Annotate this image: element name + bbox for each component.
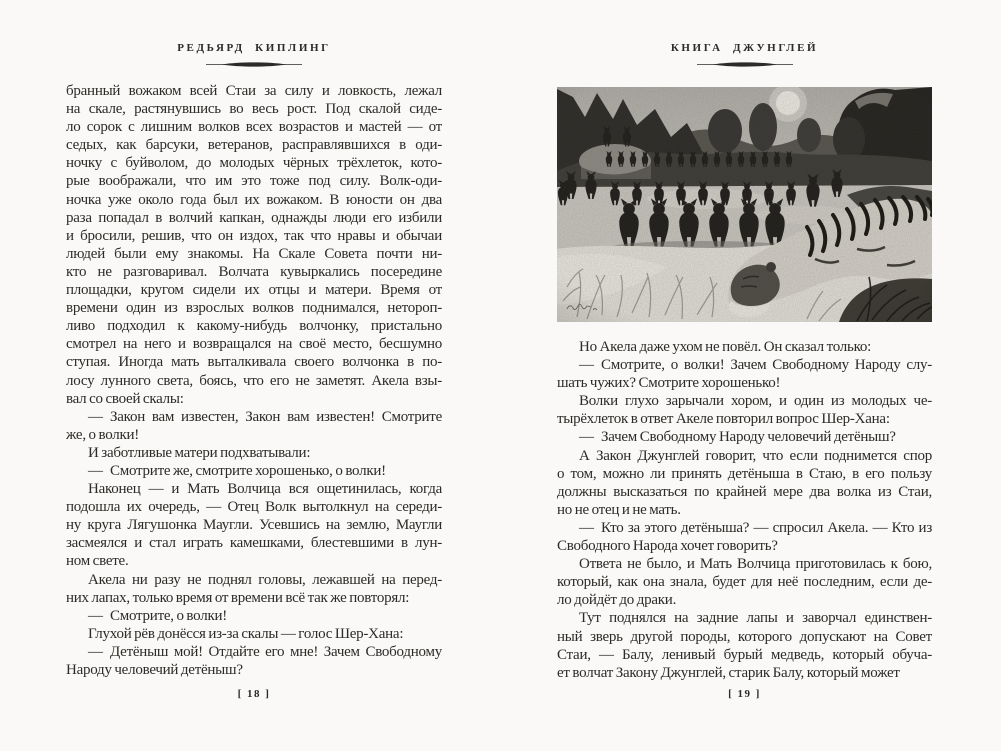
text-line: раза попадал в волчий капкан, однажды люди его избили — [66, 209, 442, 226]
text-line: И заботливые матери подхватывали: — [88, 444, 311, 461]
paragraph — [557, 392, 932, 428]
text-line: ло сорок с лишним волков всех возрастов и мастей — от — [66, 119, 442, 136]
text-line: Тут поднялся на задние лапы и заворчал единствен- — [579, 610, 932, 627]
text-line: ло дойдёт до драки. — [557, 592, 677, 609]
text-line: Наконец — и Мать Волчица вся ощетинилась, когда — [88, 481, 442, 498]
paragraph — [557, 447, 932, 519]
paragraph — [557, 428, 932, 446]
text-line: площадки, кругом сидели их отцы и матери. Время от — [66, 282, 442, 299]
text-line: ночку с буйволом, до молодых чёрных трёхлеток, кото- — [66, 155, 442, 172]
text-line: А Закон Джунглей говорит, что если поднимется спор — [579, 447, 932, 464]
text-line: Глухой рёв донёсся из-за скалы — голос Шер-Хана: — [88, 625, 404, 642]
text-line: ливо подходил к какому-нибудь волчонку, пристально — [66, 318, 442, 335]
illustration-plate — [557, 87, 932, 322]
text-line: — Смотрите, о волки! — [88, 607, 228, 624]
text-line: ном свете. — [66, 553, 129, 570]
text-line: Стаи, — Балу, ленивый бурый медведь, который обуча- — [557, 646, 932, 663]
text-line: Народу человечий детёныш? — [66, 662, 243, 678]
text-line: Но Акела даже ухом не повёл. Он сказал только: — [579, 339, 872, 355]
paragraph — [557, 356, 932, 392]
text-line: Свободного Народа хочет говорить? — [557, 538, 778, 555]
text-line: вал со своей скалы: — [66, 390, 184, 407]
paragraph — [66, 462, 442, 480]
text-line: ный зверь другой породы, которого допускают на Совет — [557, 628, 932, 645]
text-line: Волки глухо зарычали хором, и один из молодых че- — [579, 393, 932, 410]
paragraph — [66, 480, 442, 570]
text-line: Ответа не было, и Мать Волчица приготовилась к бою, — [579, 556, 932, 573]
text-line: на скале, растянувшись во весь рост. Под скалой сиде- — [66, 101, 442, 118]
left-page-number: [ 18 ] — [237, 688, 271, 700]
text-line: — Смотрите же, смотрите хорошенько, о волки! — [88, 462, 386, 479]
paragraph — [66, 82, 442, 408]
text-line: ступая. Иногда мать выталкивала своего волчонка в по- — [66, 354, 442, 371]
header-rule-ornament — [206, 61, 302, 68]
text-line: — Закон вам известен, Закон вам известен! Смотрите — [88, 408, 442, 425]
paragraph — [66, 571, 442, 607]
left-running-header — [66, 42, 442, 68]
text-line: рые воображали, что им это тоже под силу. Волк-оди- — [66, 173, 442, 190]
left-page — [66, 0, 442, 751]
text-line: времени один из взрослых волков поднимался, нетороп- — [66, 300, 442, 317]
text-line: — Кто за этого детёныша? — спросил Акела. — Кто из — [579, 519, 932, 536]
text-line: людей были ему знакомы. На Скале Совета почти ни- — [66, 245, 442, 262]
text-line: же, о волки! — [66, 426, 140, 443]
right-page-number: [ 19 ] — [728, 688, 761, 700]
text-line: ночка уже около года был их вожаком. В юности он два — [66, 191, 442, 208]
text-line: ет волчат Закону Джунглей, старик Балу, который может — [557, 664, 900, 681]
text-line: но не отец и не мать. — [557, 501, 681, 518]
paragraph — [66, 607, 442, 625]
text-line: Акела ни разу не поднял головы, лежавшей на перед- — [88, 571, 442, 588]
illustration-wolf-council — [557, 87, 932, 322]
text-line: ну круга Лягушонка Маугли. Усевшись на землю, Маугли — [66, 517, 442, 534]
left-page-text — [66, 82, 442, 679]
paragraph — [66, 643, 442, 679]
text-line: кто не разговаривал. Волчата кувыркались посередине — [66, 263, 442, 280]
text-line: должны высказаться по крайней мере два волка из Стаи, — [557, 483, 932, 500]
text-line: — Зачем Свободному Народу человечий детёныш? — [579, 429, 896, 446]
paragraph — [557, 338, 932, 356]
halftone-grain — [557, 87, 932, 322]
paragraph — [557, 519, 932, 555]
right-page-text — [557, 338, 932, 682]
right-running-header — [557, 42, 932, 68]
text-line: шать чужих? Смотрите хорошенько! — [557, 375, 781, 392]
text-line: бранный вожаком всей Стаи за силу и ловкость, лежал — [66, 83, 442, 99]
running-header-title: РЕДЬЯРД КИПЛИНГ — [177, 42, 331, 54]
text-line: лосу лунного света, боясь, что его не заметят. Акела взы- — [66, 372, 442, 389]
right-page — [557, 0, 932, 751]
paragraph — [66, 625, 442, 643]
paragraph — [66, 408, 442, 444]
text-line: который, как она знала, будет для неё последним, если де- — [557, 574, 932, 591]
paragraph — [557, 555, 932, 609]
text-line: тырёхлеток в ответ Акеле повторил вопрос Шер-Хана: — [557, 411, 890, 428]
text-line: — Смотрите, о волки! Зачем Свободному Народу слу- — [579, 357, 932, 374]
paragraph — [557, 609, 932, 681]
text-line: и бросили, решив, что он издох, так что нравы и обычаи — [66, 227, 442, 244]
text-line: седых, как барсуки, ветеранов, расправлявшихся в оди- — [66, 137, 442, 154]
text-line: них лапах, только время от времени всё так же повторял: — [66, 589, 410, 606]
paragraph — [66, 444, 442, 462]
text-line: о том, можно ли принять детёныша в Стаю, в его пользу — [557, 465, 932, 482]
text-line: смотрел на него и возвращался на своё место, бесшумно — [66, 336, 442, 353]
text-line: — Детёныш мой! Отдайте его мне! Зачем Свободному — [88, 643, 442, 660]
running-header-title: КНИГА ДЖУНГЛЕЙ — [670, 42, 819, 54]
text-line: засмеялся и стал играть камешками, блестевшими в лун- — [66, 535, 442, 552]
text-line: подошла их очередь, — Отец Волк вытолкнул на середи- — [66, 499, 442, 516]
header-rule-ornament — [697, 61, 793, 68]
